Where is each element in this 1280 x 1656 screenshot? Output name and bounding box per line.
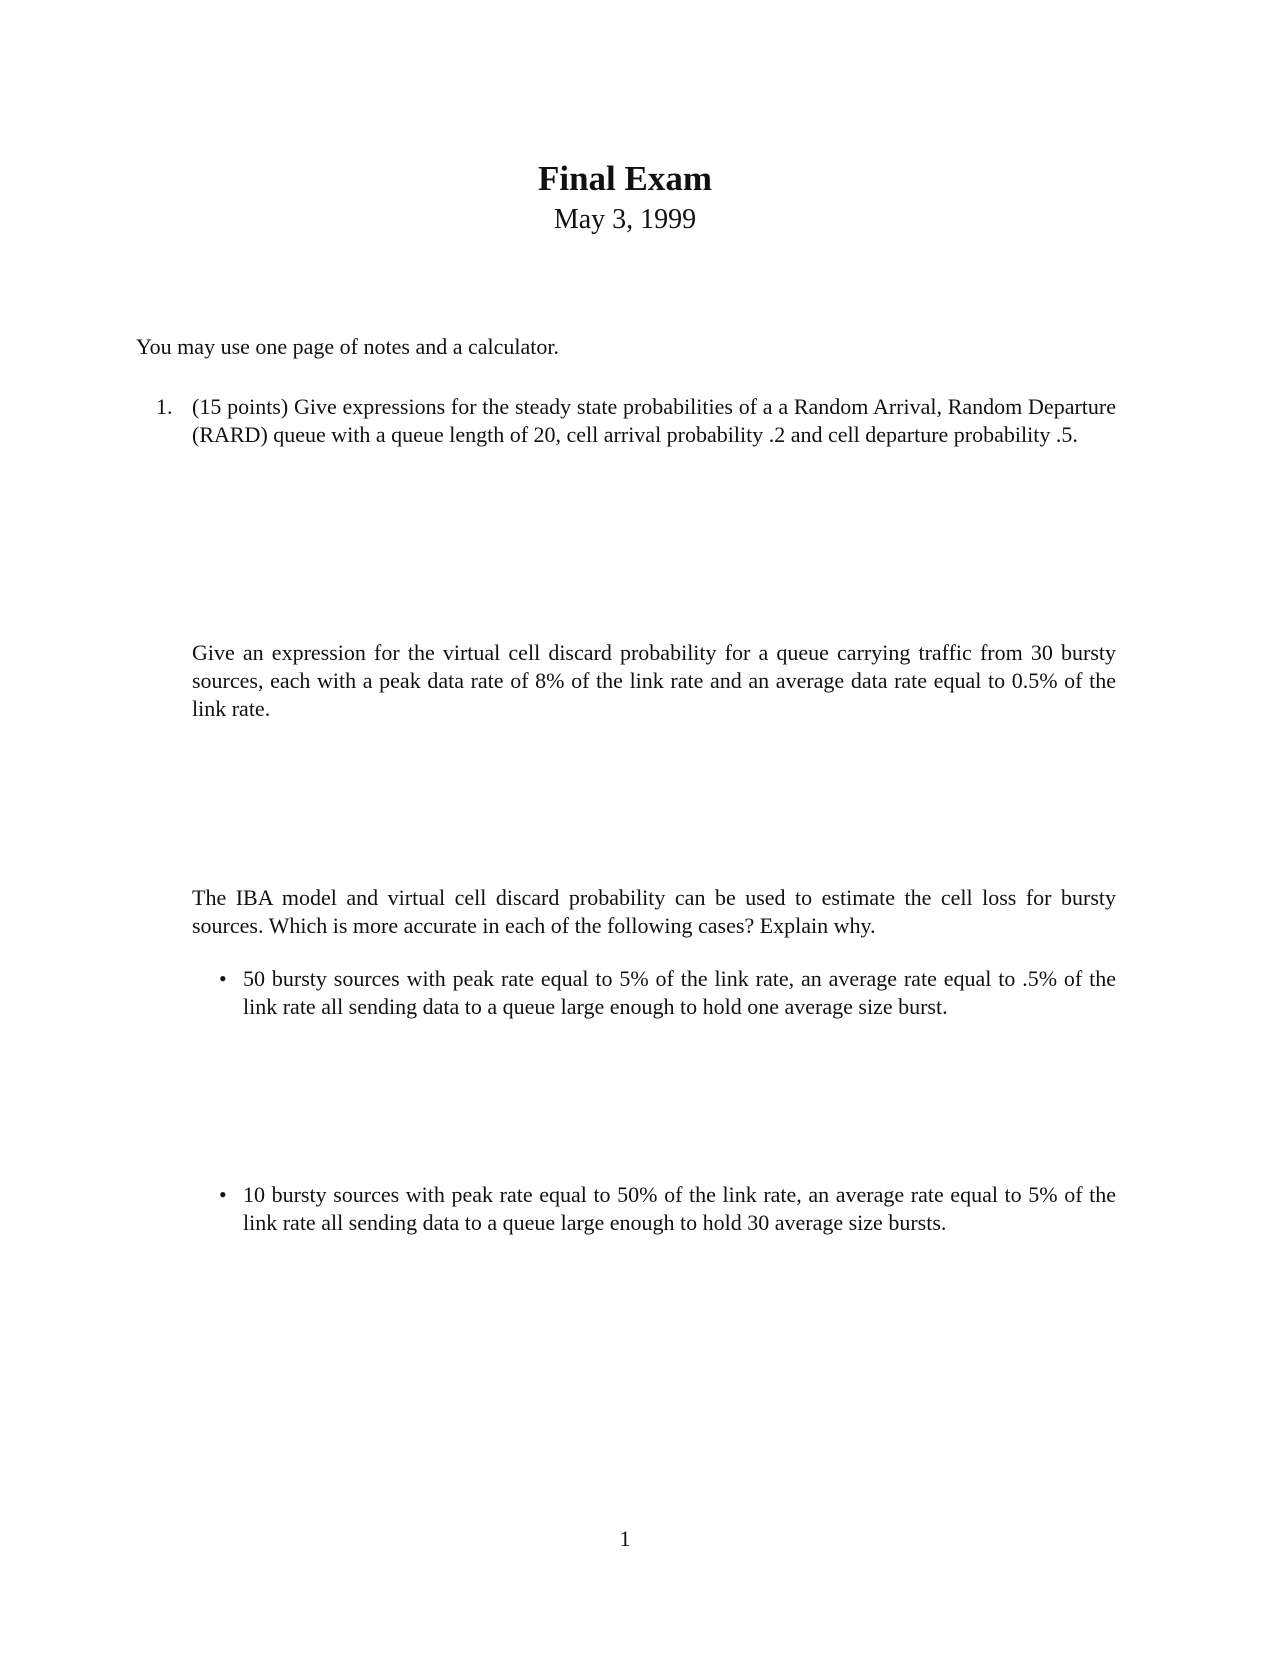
- bullet-item-1: 50 bursty sources with peak rate equal to 5% of the link rate, an average rate equal to .5% of the link rate all sending data to a queue large enough to hold one average size burst.: [243, 966, 1116, 1019]
- bullet-item-2: 10 bursty sources with peak rate equal to 50% of the link rate, an average rate equal to 5% of the link rate all sending data to a queue large enough to hold 30 average size bursts.: [243, 1182, 1116, 1235]
- question-1-part-c: The IBA model and virtual cell discard probability can be used to estimate the cell loss for bursty sources. Which is more accurate in each of the following cases? Explain why.: [192, 885, 1116, 938]
- instructions-paragraph: You may use one page of notes and a calculator.: [136, 334, 559, 359]
- bullet-icon: •: [219, 1182, 227, 1207]
- exam-date: May 3, 1999: [553, 204, 697, 235]
- bullet-icon: •: [219, 966, 227, 991]
- question-number: 1.: [156, 394, 173, 419]
- question-1-text: (15 points) Give expressions for the steady state probabilities of a a Random Arrival, Random Departure (RARD) queue with a queue length of 20, cell arrival probability .2 and cell departure probability .5.: [192, 394, 1116, 447]
- page-number: 1: [619, 1526, 631, 1551]
- page-title: Final Exam: [537, 159, 713, 198]
- question-1-part-b: Give an expression for the virtual cell discard probability for a queue carrying traffic from 30 bursty sources, each with a peak data rate of 8% of the link rate and an average data rate equal to 0.5% of the link rate.: [192, 640, 1116, 721]
